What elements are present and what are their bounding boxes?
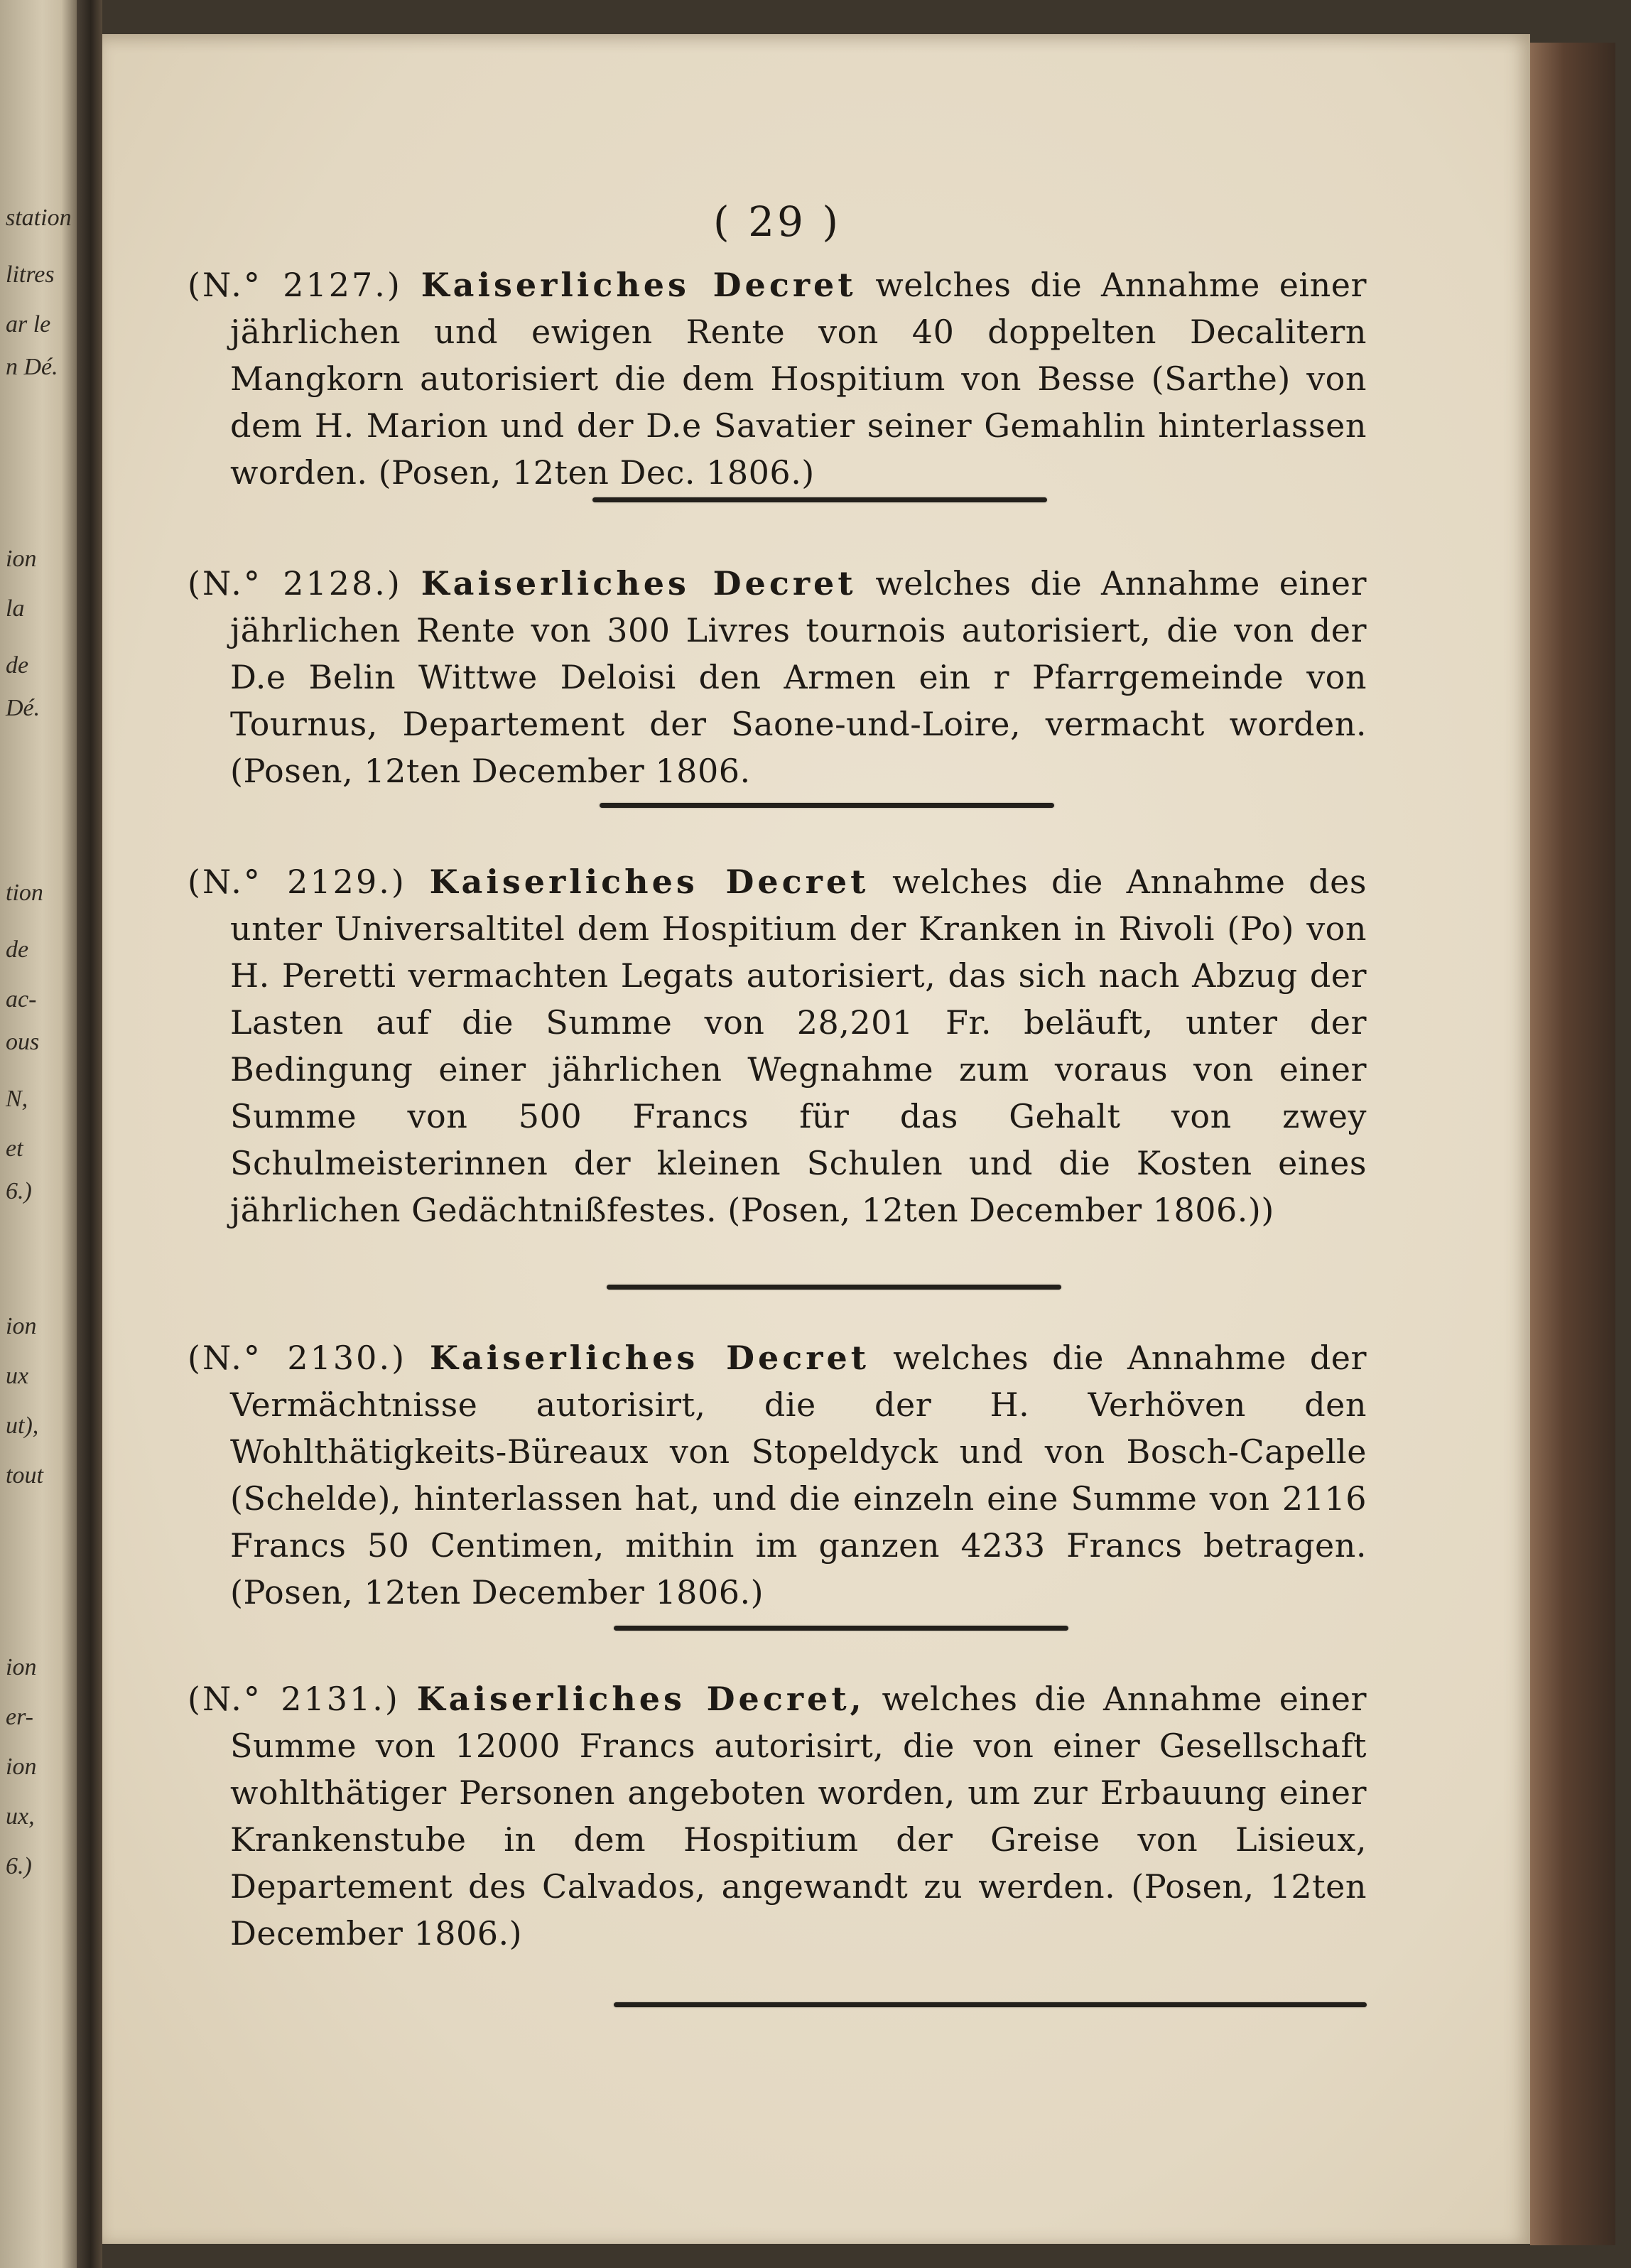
margin-fragment: ous [6, 1029, 40, 1055]
margin-fragment: et [6, 1135, 23, 1162]
entry-text: welches die Annahme einer jährlichen und ewigen Rente von 40 doppelten Decalitern Mangkorn autorisiert die dem Hospitium von Besse (Sarthe) von dem H. Marion und der D.e Savatier seiner Gemahlin hinterlassen worden. (Posen, 12ten Dec. 1806.) [230, 266, 1367, 492]
margin-fragment: ar le [6, 311, 51, 338]
margin-fragment: ion [6, 1313, 37, 1339]
margin-fragment: er- [6, 1704, 33, 1730]
entry-number: (N.° 2128.) [188, 564, 402, 603]
entry-text: welches die Annahme der Vermächtnisse autorisirt, die der H. Verhöven den Wohlthätigkeits-Büreaux von Stopeldyck und von Bosch-Capelle (Schelde), hinterlassen hat, und die einzeln eine Summe von 2116 Francs 50 Centimen, mithin im ganzen 4233 Francs betragen. (Posen, 12ten December 1806.) [230, 1339, 1367, 1611]
entry-paragraph [188, 1675, 1367, 1957]
margin-fragment: Dé. [6, 695, 40, 721]
entry-text: welches die Annahme einer jährlichen Rente von 300 Livres tournois autorisiert, die von der D.e Belin Wittwe Deloisi den Armen ein r Pfarrgemeinde von Tournus, Departement der Saone-und-Loire, vermacht worden. (Posen, 12ten December 1806. [230, 564, 1367, 790]
entry-number: (N.° 2127.) [188, 266, 402, 304]
margin-fragment: N, [6, 1086, 28, 1112]
margin-fragment: de [6, 652, 29, 679]
margin-fragment: ion [6, 1654, 37, 1680]
page-edge [1530, 43, 1615, 2245]
entry-number: (N.° 2129.) [188, 863, 406, 901]
entry-text: welches die Annahme des unter Universaltitel dem Hospitium der Kranken in Rivoli (Po) von H. Peretti vermachten Legats autorisiert, das sich nach Abzug der Lasten auf die Summe von 28,201 Fr. beläuft, unter der Bedingung einer jährlichen Wegnahme zum voraus von einer Summe von 500 Francs für das Gehalt von zwey Schulmeisterinnen der kleinen Schulen und die Kosten eines jährlichen Gedächtnißfestes. (Posen, 12ten December 1806.)) [230, 863, 1367, 1229]
margin-fragment: n Dé. [6, 354, 58, 380]
margin-fragment: ion [6, 546, 37, 572]
entry-number: (N.° 2130.) [188, 1339, 407, 1377]
entry-paragraph [188, 261, 1367, 496]
entry-paragraph [188, 1334, 1367, 1616]
margin-fragment: de [6, 936, 29, 963]
entry-title: Kaiserliches Decret [421, 266, 857, 304]
section-divider [600, 803, 1054, 808]
margin-fragment: ux [6, 1363, 29, 1389]
margin-fragment: 6.) [6, 1178, 32, 1204]
margin-fragment: tion [6, 880, 43, 906]
margin-fragment: ux, [6, 1803, 35, 1830]
margin-fragment: 6.) [6, 1853, 32, 1879]
section-divider [614, 2002, 1367, 2007]
section-divider [607, 1285, 1061, 1290]
entry-title: Kaiserliches Decret [421, 564, 857, 603]
left-page-sliver [0, 0, 77, 2268]
margin-fragment: ion [6, 1754, 37, 1780]
entry-paragraph [188, 560, 1367, 794]
entry-title: Kaiserliches Decret, [416, 1680, 865, 1718]
margin-fragment: litres [6, 261, 55, 288]
section-divider [592, 497, 1047, 502]
page-number: ( 29 ) [713, 198, 841, 246]
entry-title: Kaiserliches Decret [429, 863, 869, 901]
decree-entry-2129 [188, 858, 1367, 1233]
entry-title: Kaiserliches Decret [430, 1339, 870, 1377]
decree-entry-2128 [188, 560, 1367, 794]
decree-entry-2131 [188, 1675, 1367, 1957]
book-page [102, 34, 1530, 2244]
entry-text: welches die Annahme einer Summe von 12000 Francs autorisirt, die von einer Gesellschaft wohlthätiger Personen angeboten worden, um zur Erbauung einer Krankenstube in dem Hospitium der Greise von Lisieux, Departement des Calvados, angewandt zu werden. (Posen, 12ten December 1806.) [230, 1680, 1367, 1953]
margin-fragment: station [6, 205, 72, 231]
margin-fragment: tout [6, 1462, 43, 1489]
section-divider [614, 1626, 1068, 1631]
margin-fragment: ac- [6, 986, 37, 1012]
book-gutter [77, 0, 102, 2268]
margin-fragment: ut), [6, 1413, 39, 1439]
decree-entry-2127 [188, 261, 1367, 496]
decree-entry-2130 [188, 1334, 1367, 1616]
entry-paragraph [188, 858, 1367, 1233]
margin-fragment: la [6, 595, 25, 622]
entry-number: (N.° 2131.) [188, 1680, 400, 1718]
